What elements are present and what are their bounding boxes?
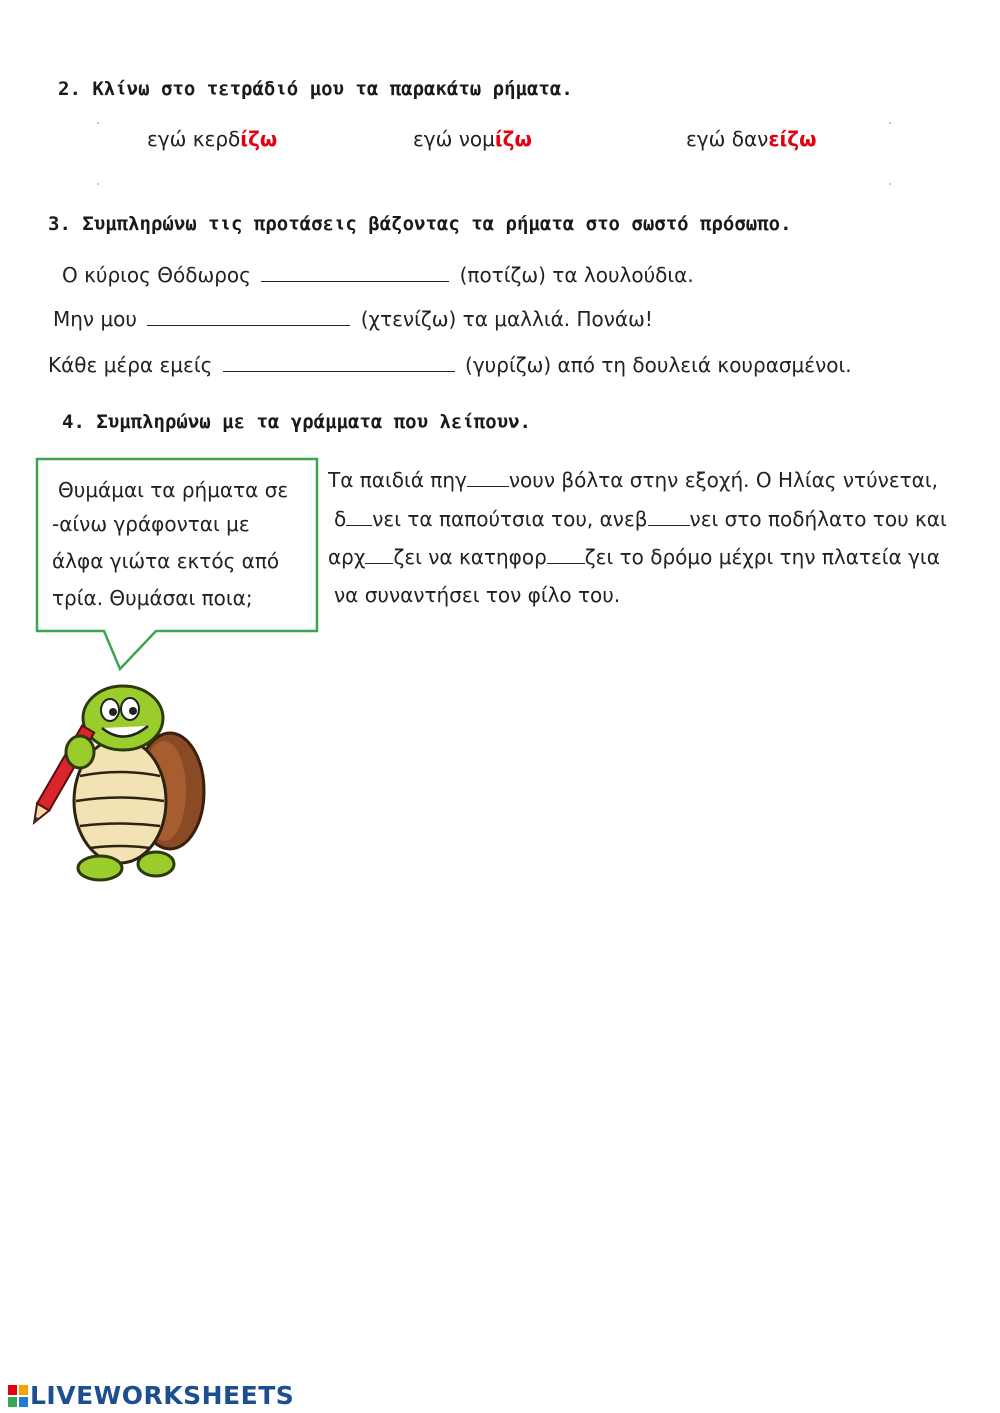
guide-dot bbox=[889, 183, 891, 185]
liveworksheets-logo bbox=[8, 1381, 294, 1410]
sentence-1-after: (ποτίζω) τα λουλούδια. bbox=[459, 263, 694, 287]
verb-2-prefix: εγώ νομ bbox=[413, 127, 495, 151]
para-text: νει τα παπούτσια του, ανεβ bbox=[372, 507, 648, 531]
sentence-1 bbox=[62, 263, 694, 287]
paragraph-line-1 bbox=[328, 468, 938, 492]
sentence-1-before: Ο κύριος Θόδωρος bbox=[62, 263, 251, 287]
para-text: ζει το δρόμο μέχρι την πλατεία για bbox=[584, 545, 940, 569]
verb-3-ending: είζω bbox=[768, 127, 817, 151]
verb-1 bbox=[147, 127, 277, 151]
tip-line-4: τρία. Θυμάσαι ποια; bbox=[52, 586, 253, 610]
tip-line-2: -αίνω γράφονται με bbox=[52, 512, 250, 536]
para-text: δ bbox=[334, 507, 347, 531]
tip-line-3: άλφα γιώτα εκτός από bbox=[52, 549, 280, 573]
guide-dot bbox=[889, 122, 891, 124]
sentence-3-before: Κάθε μέρα εμείς bbox=[48, 353, 213, 377]
guide-dot bbox=[97, 122, 99, 124]
logo-icon bbox=[8, 1385, 28, 1407]
paragraph-line-4: να συναντήσει τον φίλο του. bbox=[334, 583, 621, 607]
verb-3-prefix: εγώ δαν bbox=[686, 127, 769, 151]
tip-line-1: Θυμάμαι τα ρήματα σε bbox=[58, 478, 289, 502]
gap-1[interactable] bbox=[467, 468, 509, 487]
sentence-2-before: Μην μου bbox=[53, 307, 137, 331]
para-text: ζει να κατηφορ bbox=[393, 545, 547, 569]
gap-3[interactable] bbox=[648, 507, 690, 526]
para-text: νει στο ποδήλατο του και bbox=[689, 507, 947, 531]
para-text: αρχ bbox=[328, 545, 366, 569]
sentence-3-after: (γυρίζω) από τη δουλειά κουρασμένοι. bbox=[465, 353, 852, 377]
para-text: νουν βόλτα στην εξοχή. Ο Ηλίας ντύνεται, bbox=[508, 468, 938, 492]
turtle-illustration bbox=[28, 676, 228, 891]
sentence-1-blank[interactable] bbox=[261, 263, 449, 282]
sentence-2-after: (χτενίζω) τα μαλλιά. Πονάω! bbox=[360, 307, 653, 331]
verb-1-prefix: εγώ κερδ bbox=[147, 127, 241, 151]
paragraph-line-2 bbox=[334, 507, 947, 531]
section-3-heading: 3. Συμπληρώνω τις προτάσεις βάζοντας τα ρήματα στο σωστό πρόσωπο. bbox=[48, 213, 792, 235]
paragraph-line-3 bbox=[328, 545, 940, 569]
gap-2[interactable] bbox=[346, 507, 372, 526]
verb-2 bbox=[413, 127, 532, 151]
sentence-2 bbox=[53, 307, 653, 331]
sentence-3 bbox=[48, 353, 852, 377]
para-text: Τα παιδιά πηγ bbox=[328, 468, 467, 492]
verb-1-ending: ίζω bbox=[240, 127, 278, 151]
brand-name: LIVEWORKSHEETS bbox=[30, 1381, 295, 1410]
gap-4[interactable] bbox=[365, 545, 393, 564]
gap-5[interactable] bbox=[547, 545, 585, 564]
verb-3 bbox=[686, 127, 816, 151]
section-2-heading: 2. Κλίνω στο τετράδιό μου τα παρακάτω ρήματα. bbox=[58, 78, 573, 100]
guide-dot bbox=[97, 183, 99, 185]
sentence-3-blank[interactable] bbox=[223, 353, 455, 372]
verb-2-ending: ίζω bbox=[494, 127, 532, 151]
section-4-heading: 4. Συμπληρώνω με τα γράμματα που λείπουν. bbox=[62, 411, 531, 433]
sentence-2-blank[interactable] bbox=[147, 307, 350, 326]
